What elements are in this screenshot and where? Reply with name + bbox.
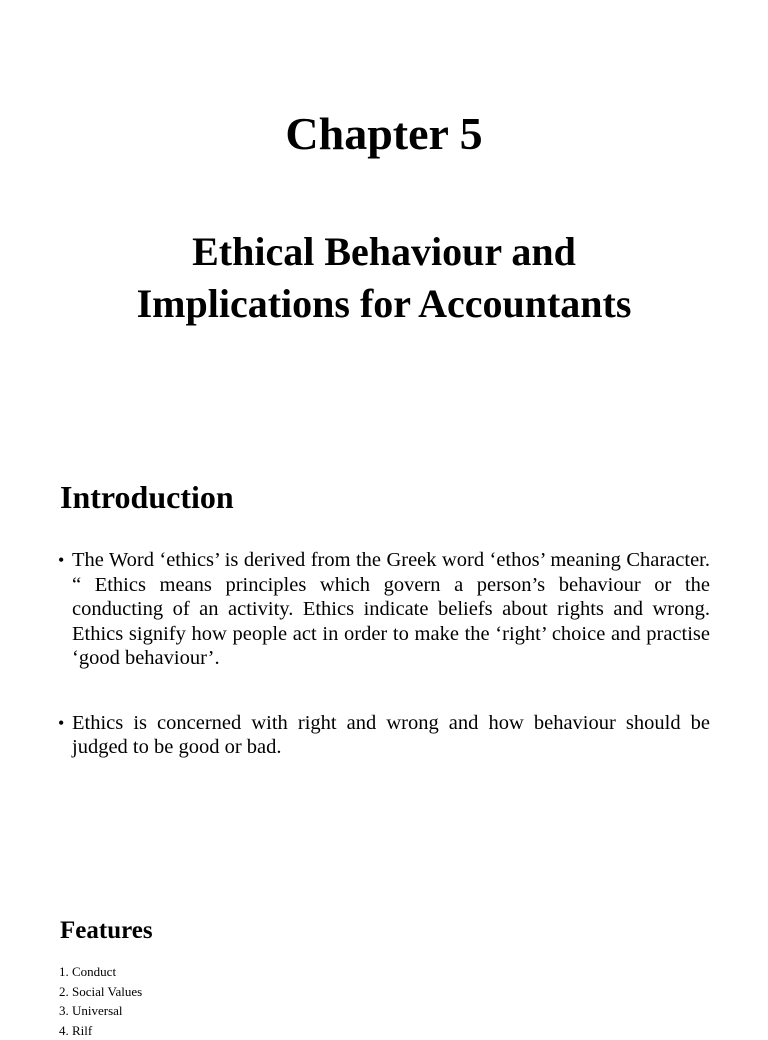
bullet-text: The Word ‘ethics’ is derived from the Greek word ‘ethos’ meaning Character. “ Ethics means principles which govern a person’s behaviour or the conducting of an activity. Ethics indicate beliefs about rights and wrong. Ethics signify how people act in order to make the ‘right’ choice and practise ‘good behaviour’. xyxy=(72,549,710,669)
bullet-text: Ethics is concerned with right and wrong and how behaviour should be judged to be good or bad. xyxy=(72,712,710,759)
features-heading: Features xyxy=(60,914,153,948)
chapter-subtitle xyxy=(0,226,768,330)
bullet-dot-icon: • xyxy=(58,548,64,573)
feature-item: 3. Universal xyxy=(59,1001,142,1021)
introduction-heading: Introduction xyxy=(60,476,234,518)
chapter-title: Chapter 5 xyxy=(0,104,768,164)
bullet-dot-icon: • xyxy=(58,711,64,736)
feature-item: 4. Rilf xyxy=(59,1021,142,1040)
features-list xyxy=(59,962,142,1040)
introduction-bullet-list xyxy=(58,548,710,800)
feature-item: 1. Conduct xyxy=(59,962,142,982)
subtitle-line-1: Ethical Behaviour and xyxy=(0,226,768,278)
subtitle-line-2: Implications for Accountants xyxy=(0,278,768,330)
bullet-item xyxy=(58,548,710,671)
bullet-item xyxy=(58,711,710,760)
feature-item: 2. Social Values xyxy=(59,982,142,1002)
